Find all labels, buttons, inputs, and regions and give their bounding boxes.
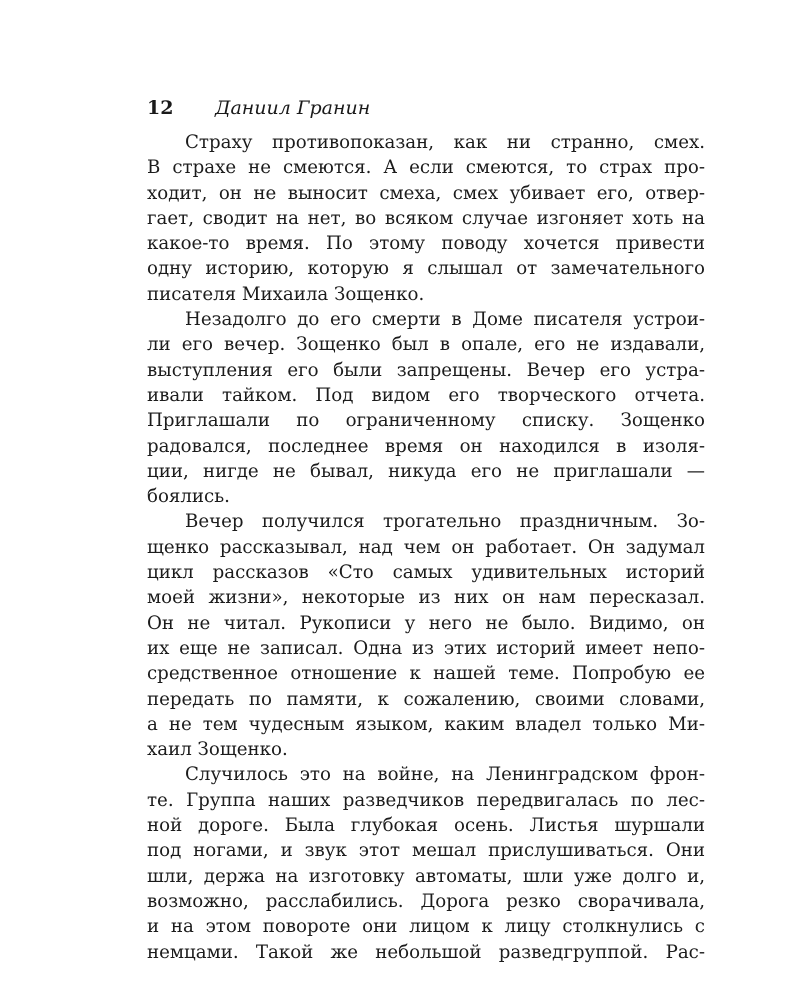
text-line: а не тем чудесным языком, каким владел только Ми- — [147, 713, 705, 735]
text-line: какое-то время. По этому поводу хочется привести — [147, 233, 705, 255]
text-line: Незадолго до его смерти в Доме писателя устрои- — [185, 309, 705, 331]
text-line: под ногами, и звук этот мешал прислушиваться. Они — [147, 840, 705, 862]
page-number: 12 — [147, 97, 174, 119]
text-line: Вечер получился трогательно праздничным. Зо- — [185, 511, 705, 533]
text-line: выступления его были запрещены. Вечер его устра- — [147, 359, 705, 381]
text-line: Приглашали по ограниченному списку. Зощенко — [147, 410, 705, 432]
text-line: те. Группа наших разведчиков передвигалась по лес- — [147, 789, 705, 811]
text-line: Страху противопоказан, как ни странно, смех. — [185, 132, 705, 153]
text-line: щенко рассказывал, над чем он работает. Он задумал — [147, 536, 705, 558]
text-line: хаил Зощенко. — [147, 739, 288, 761]
text-line: гает, сводит на нет, во всяком случае изгоняет хоть на — [147, 207, 705, 229]
paragraph — [147, 307, 705, 509]
text-line: В страхе не смеются. А если смеются, то страх про- — [147, 157, 705, 179]
paragraph — [147, 130, 705, 307]
text-line: моей жизни», некоторые из них он нам пересказал. — [147, 587, 705, 609]
text-line: их еще не записал. Одна из этих историй имеет непо- — [147, 637, 705, 659]
paragraph — [147, 762, 705, 964]
text-line: шли, держа на изготовку автоматы, шли уже долго и, — [147, 865, 705, 887]
running-title: Даниил Гранин — [215, 97, 371, 119]
running-head — [147, 94, 707, 122]
text-line: средственное отношение к нашей теме. Попробую ее — [147, 663, 705, 685]
text-line: писателя Михаила Зощенко. — [147, 283, 425, 305]
text-line: передать по памяти, к сожалению, своими словами, — [147, 688, 705, 710]
text-line: ли его вечер. Зощенко был в опале, его не издавали, — [147, 334, 705, 356]
text-line: возможно, расслабились. Дорога резко сворачивала, — [147, 890, 705, 912]
text-line: одну историю, которую я слышал от замечательного — [147, 258, 705, 280]
body-text — [147, 130, 705, 965]
text-line: ной дороге. Была глубокая осень. Листья шуршали — [147, 815, 705, 837]
text-line: и на этом повороте они лицом к лицу столкнулись с — [147, 916, 705, 938]
text-line: Он не читал. Рукописи у него не было. Видимо, он — [147, 612, 705, 634]
text-line: немцами. Такой же небольшой разведгруппой. Рас- — [147, 941, 705, 963]
text-line: цикл рассказов «Сто самых удивительных историй — [147, 562, 705, 584]
text-line: ивали тайком. Под видом его творческого отчета. — [147, 384, 705, 406]
text-line: ходит, он не выносит смеха, смех убивает его, отвер- — [147, 182, 705, 204]
paragraph — [147, 509, 705, 762]
text-line: радовался, последнее время он находился в изоля- — [147, 435, 705, 457]
text-line: Случилось это на войне, на Ленинградском фрон- — [185, 764, 705, 786]
text-line: боялись. — [147, 486, 230, 508]
text-line: ции, нигде не бывал, никуда его не приглашали — — [147, 460, 705, 482]
